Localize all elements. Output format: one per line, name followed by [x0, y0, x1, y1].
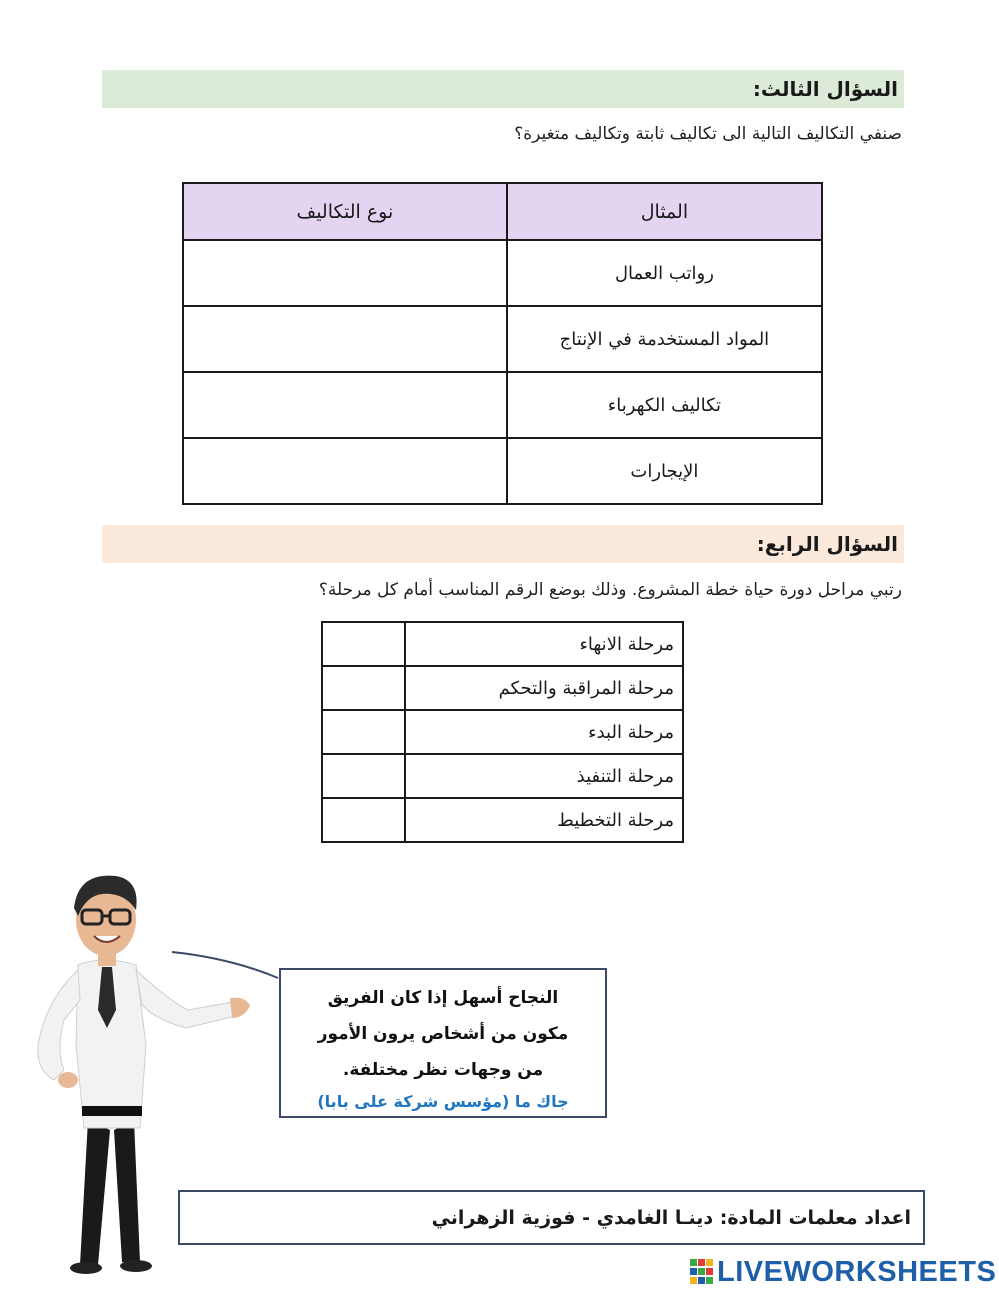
table-row: [183, 438, 822, 504]
cost-type-answer-field[interactable]: [183, 372, 507, 438]
question-4-header: [102, 525, 904, 563]
question-4-prompt: رتبي مراحل دورة حياة خطة المشروع. وذلك بوضع الرقم المناسب أمام كل مرحلة؟: [318, 580, 902, 600]
phase-order-field[interactable]: [322, 754, 405, 798]
table-row: [183, 240, 822, 306]
liveworksheets-icon: [690, 1259, 714, 1285]
cost-type-answer-field[interactable]: [183, 438, 507, 504]
phase-order-field[interactable]: [322, 710, 405, 754]
quote-line-2: مكون من أشخاص يرون الأمور: [317, 1024, 569, 1044]
example-cell: المواد المستخدمة في الإنتاج: [507, 306, 822, 372]
phase-label: مرحلة البدء: [405, 710, 683, 754]
project-phases-table: [321, 621, 684, 843]
phase-order-field[interactable]: [322, 666, 405, 710]
table-row: [183, 306, 822, 372]
quote-line-1: النجاح أسهل إذا كان الفريق: [327, 988, 559, 1008]
question-3-header: [102, 70, 904, 108]
phase-label: مرحلة التخطيط: [405, 798, 683, 842]
table-row: [322, 710, 683, 754]
table-row: [322, 754, 683, 798]
phase-order-field[interactable]: [322, 622, 405, 666]
cost-classification-table: [182, 182, 823, 505]
phase-order-field[interactable]: [322, 798, 405, 842]
example-cell: الإيجارات: [507, 438, 822, 504]
cost-type-answer-field[interactable]: [183, 240, 507, 306]
question-4-title: السؤال الرابع:: [756, 532, 898, 556]
phase-label: مرحلة التنفيذ: [405, 754, 683, 798]
table-row: [322, 622, 683, 666]
example-cell: رواتب العمال: [507, 240, 822, 306]
phase-label: مرحلة المراقبة والتحكم: [405, 666, 683, 710]
question-3-prompt: صنفي التكاليف التالية الى تكاليف ثابتة وتكاليف متغيرة؟: [514, 124, 902, 144]
credits-box: [178, 1190, 925, 1245]
credits-text: اعداد معلمات المادة: دينـا الغامدي - فوزية الزهراني: [431, 1206, 911, 1229]
phase-label: مرحلة الانهاء: [405, 622, 683, 666]
speech-bubble-tail: [170, 948, 290, 988]
column-example-header: المثال: [507, 183, 822, 240]
quote-author: جاك ما (مؤسس شركة على بابا): [317, 1092, 569, 1111]
table-row: [322, 798, 683, 842]
column-type-header: نوع التكاليف: [183, 183, 507, 240]
table-row: [183, 372, 822, 438]
table-row: [322, 666, 683, 710]
liveworksheets-logo: [690, 1253, 996, 1291]
example-cell: تكاليف الكهرباء: [507, 372, 822, 438]
quote-line-3: من وجهات نظر مختلفة.: [342, 1060, 544, 1080]
table-header-row: [183, 183, 822, 240]
cost-type-answer-field[interactable]: [183, 306, 507, 372]
question-3-title: السؤال الثالث:: [752, 77, 898, 101]
brand-name: LIVEWORKSHEETS: [717, 1255, 997, 1288]
quote-bubble: [279, 968, 607, 1118]
